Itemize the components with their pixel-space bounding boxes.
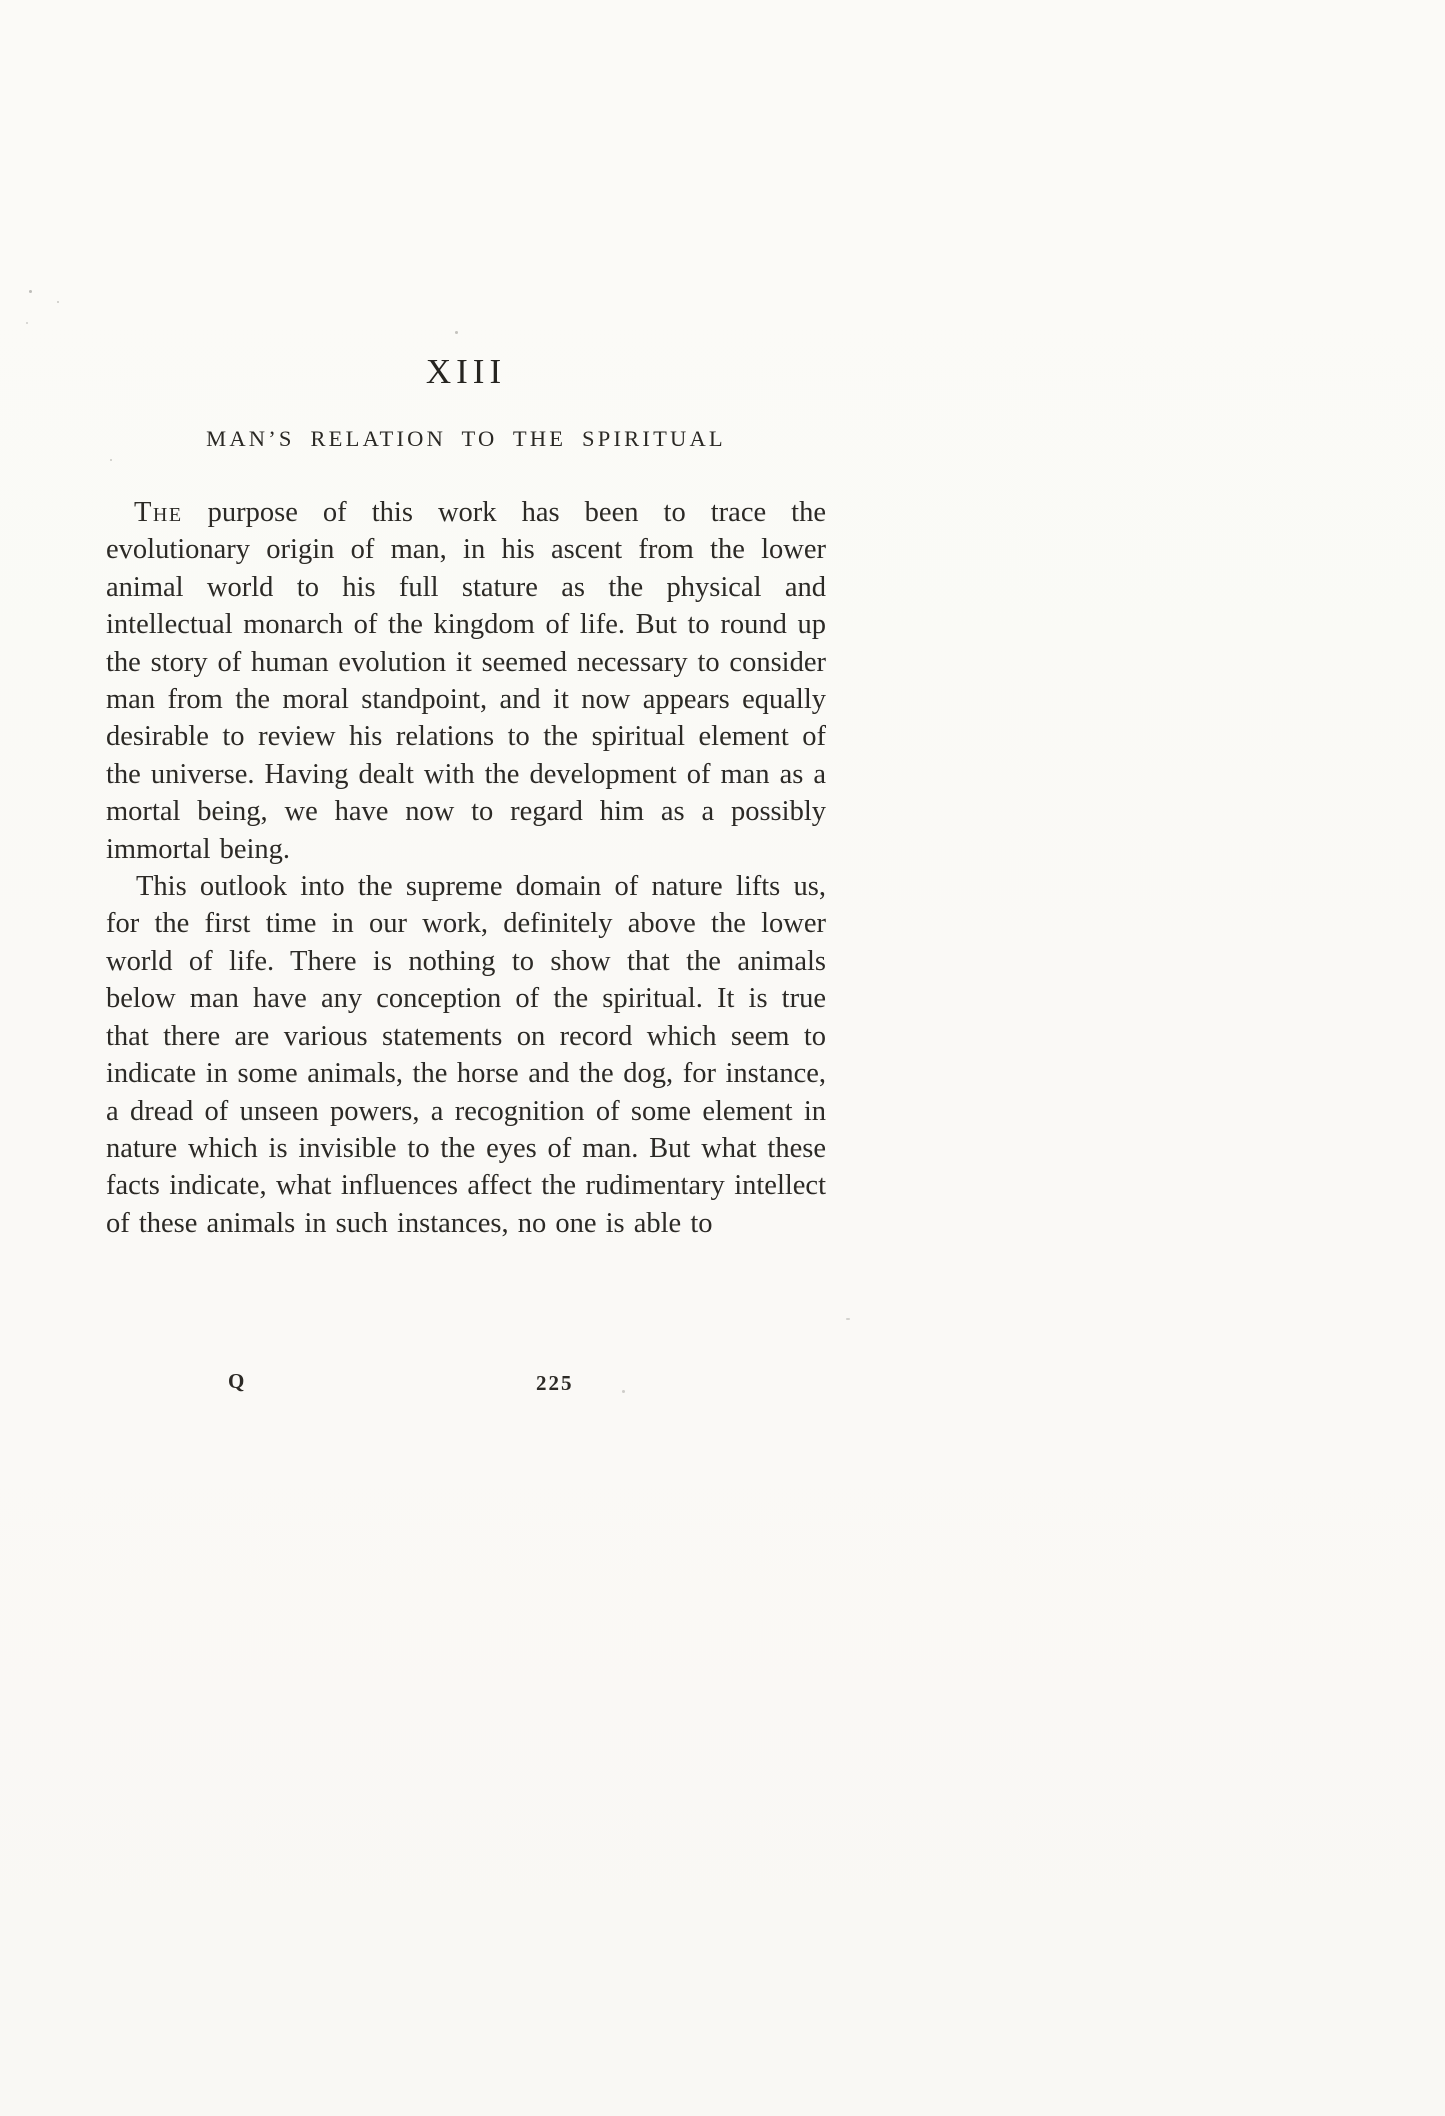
scan-speck — [846, 1318, 850, 1320]
text-block — [106, 352, 826, 1242]
page-number: 225 — [536, 1371, 574, 1395]
scan-speck — [26, 322, 28, 324]
signature-mark: Q — [228, 1369, 246, 1393]
scan-speck — [622, 1390, 625, 1393]
paragraph-1-lead-word: The — [134, 497, 183, 528]
paragraph-2: This outlook into the supreme domain of nature lifts us, for the first time in our work, definitely above the lower world of life. There is nothing to show that the animals below man have any conception of the spiritual. It is true that there are various statements on record which seem to indicate in some animals, the horse and the dog, for instance, a dread of unseen powers, a recognition of some element in nature which is invisible to the eyes of man. But what these facts indicate, what influences affect the rudimentary intellect of these animals in such instances, no one is able to — [106, 871, 826, 1239]
scan-speck — [29, 290, 32, 293]
paragraph-1-text: purpose of this work has been to trace the evolutionary origin of man, in his ascent from the lower animal world to his full stature as the physical and intellectual monarch of the kingdom of life. But to round up the story of human evolution it seemed necessary to consider man from the moral standpoint, and it now appears equally desirable to review his relations to the spiritual element of the universe. Having dealt with the development of man as a mortal being, we have now to regard him as a possibly immortal being. — [106, 497, 826, 865]
scan-speck — [57, 301, 59, 303]
paragraph-1 — [106, 494, 826, 868]
scan-speck — [455, 331, 458, 334]
section-title: MAN’S RELATION TO THE SPIRITUAL — [206, 426, 726, 451]
chapter-number: XIII — [425, 352, 507, 391]
